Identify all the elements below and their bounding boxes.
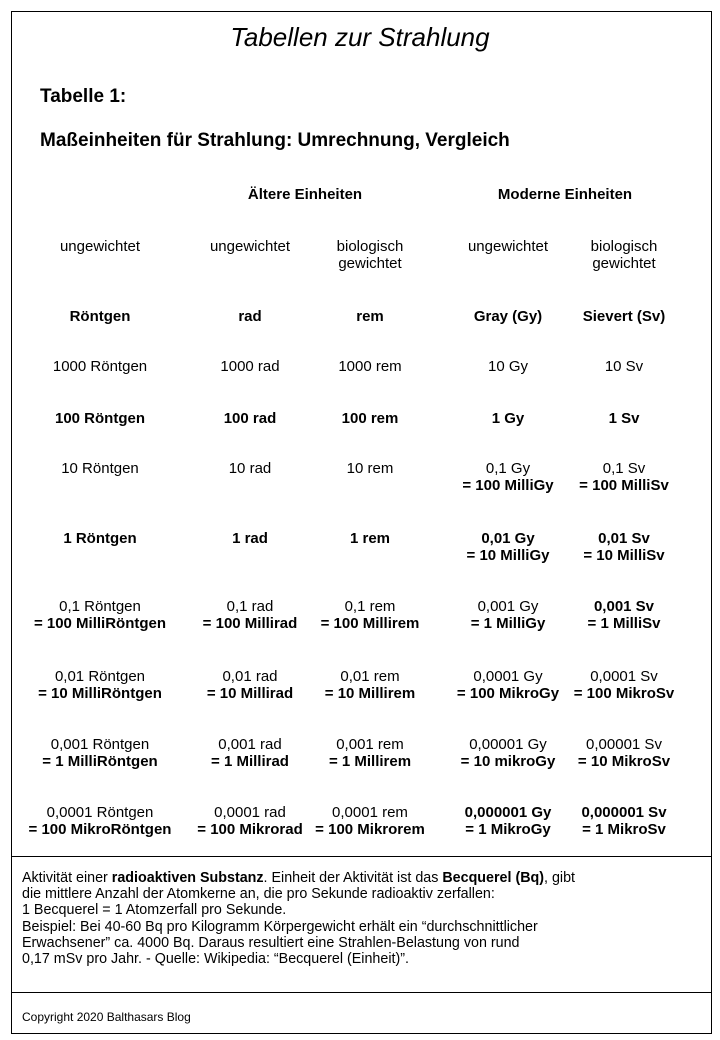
table-cell: 100 Röntgen (54, 410, 145, 427)
becquerel-note (22, 870, 702, 967)
note-line-1: Aktivität einer radioaktiven Substanz. Einheit der Aktivität ist das Becquerel (Bq), gibt (22, 870, 576, 886)
table-cell: 0,000001 Gy = 1 MikroGy (464, 804, 552, 838)
column-subheader: ungewichtet (467, 238, 549, 255)
column-subheader: biologisch gewichtet (336, 238, 404, 272)
group-header-older: Ältere Einheiten (247, 186, 363, 203)
table-cell: 0,1 rad = 100 Millirad (202, 598, 298, 632)
table-cell: 1000 Röntgen (52, 358, 148, 375)
table-cell: 0,001 rad = 1 Millirad (211, 736, 289, 770)
column-subheader: biologisch gewichtet (590, 238, 658, 272)
table-cell: 0,1 Röntgen = 100 MilliRöntgen (33, 598, 167, 632)
divider-top (11, 856, 712, 857)
note-line-6: 0,17 mSv pro Jahr. - Quelle: Wikipedia: “Becquerel (Einheit)”. (22, 951, 409, 968)
table-cell: 0,001 rem = 1 Millirem (328, 736, 412, 770)
copyright: Copyright 2020 Balthasars Blog (22, 1010, 191, 1024)
table-cell: 10 Gy (487, 358, 529, 375)
table-cell: 0,1 Sv = 100 MilliSv (579, 460, 669, 494)
table-cell: 100 rem (341, 410, 399, 427)
table-cell: 0,01 Röntgen = 10 MilliRöntgen (38, 668, 162, 702)
column-subheader: ungewichtet (59, 238, 141, 255)
table-cell: 1 rem (349, 530, 391, 547)
table-cell: 0,01 Gy = 10 MilliGy (466, 530, 550, 564)
table-cell: 1 Gy (491, 410, 525, 427)
table-cell: 1000 rem (338, 358, 402, 375)
table-cell: 0,0001 rem = 100 Mikrorem (315, 804, 425, 838)
table-cell: 1000 rad (220, 358, 280, 375)
table-label: Tabelle 1: (40, 86, 127, 107)
unit-name: Sievert (Sv) (582, 308, 666, 325)
unit-name: Röntgen (69, 308, 131, 325)
table-cell: 100 rad (223, 410, 277, 427)
table-cell: 0,01 Sv = 10 MilliSv (583, 530, 665, 564)
note-line-2: die mittlere Anzahl der Atomkerne an, die pro Sekunde radioaktiv zerfallen: (22, 886, 495, 903)
table-cell: 10 Röntgen (61, 460, 139, 477)
table-cell: 0,01 rad = 10 Millirad (206, 668, 294, 702)
column-subheader: ungewichtet (209, 238, 291, 255)
group-header-modern: Moderne Einheiten (497, 186, 633, 203)
table-cell: 0,0001 Röntgen = 100 MikroRöntgen (28, 804, 172, 838)
table-cell: 0,0001 Gy = 100 MikroGy (456, 668, 560, 702)
table-cell: 0,00001 Sv = 10 MikroSv (577, 736, 671, 770)
table-cell: 0,00001 Gy = 10 mikroGy (460, 736, 556, 770)
table-cell: 1 Sv (608, 410, 640, 427)
unit-name: rem (356, 308, 384, 325)
note-line-3: 1 Becquerel = 1 Atomzerfall pro Sekunde. (22, 902, 287, 919)
table-cell: 0,1 Gy = 100 MilliGy (462, 460, 554, 494)
table-cell: 0,001 Gy = 1 MilliGy (470, 598, 546, 632)
table-cell: 0,1 rem = 100 Millirem (320, 598, 420, 632)
note-line-5: Erwachsener” ca. 4000 Bq. Daraus resultiert eine Strahlen-Belastung von rund (22, 934, 520, 951)
table-cell: 0,001 Röntgen = 1 MilliRöntgen (42, 736, 158, 770)
table-cell: 0,001 Sv = 1 MilliSv (587, 598, 661, 632)
unit-name: Gray (Gy) (473, 308, 543, 325)
table-cell: 0,000001 Sv = 1 MikroSv (581, 804, 667, 838)
divider-bottom (11, 992, 712, 993)
table-title: Maßeinheiten für Strahlung: Umrechnung, Vergleich (40, 130, 510, 151)
table-cell: 10 rem (346, 460, 394, 477)
table-cell: 0,0001 rad = 100 Mikrorad (197, 804, 303, 838)
page-title: Tabellen zur Strahlung (230, 22, 490, 52)
table-cell: 10 rad (228, 460, 272, 477)
table-cell: 1 Röntgen (63, 530, 137, 547)
table-cell: 0,0001 Sv = 100 MikroSv (573, 668, 675, 702)
table-cell: 1 rad (232, 530, 268, 547)
unit-name: rad (238, 308, 262, 325)
table-cell: 10 Sv (604, 358, 644, 375)
note-line-4: Beispiel: Bei 40-60 Bq pro Kilogramm Körpergewicht erhält ein “durchschnittlicher (22, 918, 538, 935)
table-cell: 0,01 rem = 10 Millirem (324, 668, 416, 702)
